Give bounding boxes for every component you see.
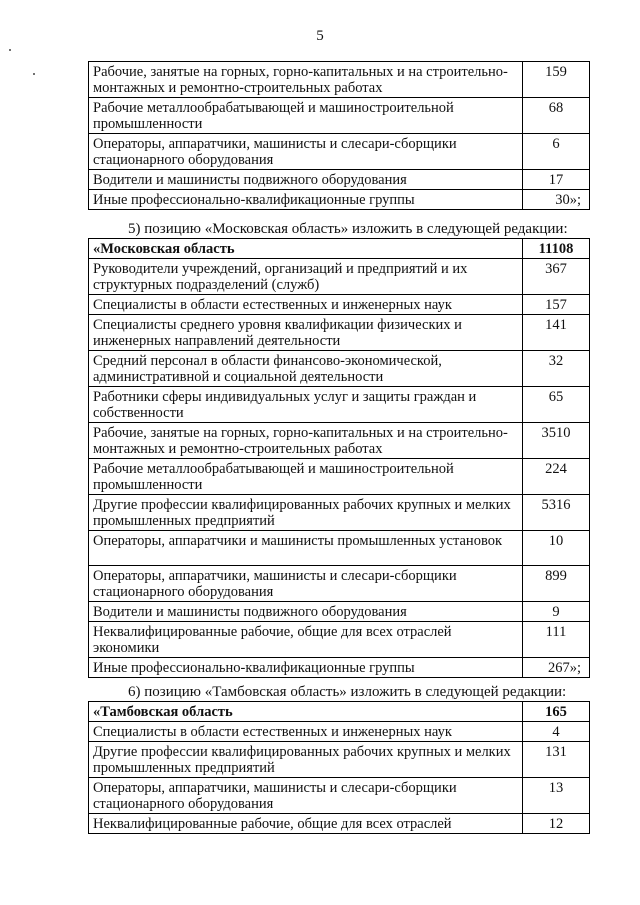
table-row — [89, 387, 590, 423]
table-tambov-region — [88, 701, 590, 834]
row-value: 9 — [523, 602, 590, 622]
scan-speck — [9, 49, 11, 51]
row-label: Другие профессии квалифицированных рабочих крупных и мелких промышленных предприятий — [89, 495, 523, 531]
table-continuation — [88, 61, 590, 210]
table-row — [89, 295, 590, 315]
row-value: 111 — [523, 622, 590, 658]
table-row — [89, 259, 590, 295]
row-value: 4 — [523, 722, 590, 742]
row-value: 12 — [523, 814, 590, 834]
table-row — [89, 566, 590, 602]
region-total: 11108 — [523, 239, 590, 259]
table-row — [89, 531, 590, 566]
table-row — [89, 423, 590, 459]
row-label: Водители и машинисты подвижного оборудования — [89, 170, 523, 190]
row-label: Неквалифицированные рабочие, общие для всех отраслей экономики — [89, 622, 523, 658]
row-label: Иные профессионально-квалификационные группы — [89, 658, 523, 678]
row-value: 131 — [523, 742, 590, 778]
row-label: Работники сферы индивидуальных услуг и защиты граждан и собственности — [89, 387, 523, 423]
row-label: Неквалифицированные рабочие, общие для всех отраслей — [89, 814, 523, 834]
table-row — [89, 351, 590, 387]
table-row — [89, 658, 590, 678]
row-label: Специалисты в области естественных и инженерных наук — [89, 295, 523, 315]
table-row — [89, 459, 590, 495]
row-value: 30»; — [523, 190, 590, 210]
table-row — [89, 495, 590, 531]
row-label: Руководители учреждений, организаций и предприятий и их структурных подразделений (служб) — [89, 259, 523, 295]
row-label: Операторы, аппаратчики, машинисты и слесари-сборщики стационарного оборудования — [89, 134, 523, 170]
row-label: Средний персонал в области финансово-экономической, административной и социальной деятельности — [89, 351, 523, 387]
row-value: 32 — [523, 351, 590, 387]
row-value: 159 — [523, 62, 590, 98]
table-row — [89, 190, 590, 210]
row-label: Специалисты в области естественных и инженерных наук — [89, 722, 523, 742]
row-value: 5316 — [523, 495, 590, 531]
table-header-row — [89, 702, 590, 722]
row-label: Рабочие металлообрабатывающей и машиностроительной промышленности — [89, 459, 523, 495]
page-number: 5 — [316, 28, 324, 44]
table-row — [89, 62, 590, 98]
row-value: 65 — [523, 387, 590, 423]
row-label: Водители и машинисты подвижного оборудования — [89, 602, 523, 622]
row-value: 157 — [523, 295, 590, 315]
row-value: 13 — [523, 778, 590, 814]
table-row — [89, 742, 590, 778]
row-label: Операторы, аппаратчики и машинисты промышленных установок — [89, 531, 523, 566]
row-value: 10 — [523, 531, 590, 566]
row-label: Операторы, аппаратчики, машинисты и слесари-сборщики стационарного оборудования — [89, 778, 523, 814]
row-value: 3510 — [523, 423, 590, 459]
table-row — [89, 814, 590, 834]
row-label: Рабочие, занятые на горных, горно-капитальных и на строительно-монтажных и ремонтно-строительных работах — [89, 423, 523, 459]
row-label: Рабочие металлообрабатывающей и машиностроительной промышленности — [89, 98, 523, 134]
row-label: Иные профессионально-квалификационные группы — [89, 190, 523, 210]
table-header-row — [89, 239, 590, 259]
table-row — [89, 134, 590, 170]
row-value: 367 — [523, 259, 590, 295]
table-row — [89, 722, 590, 742]
row-value: 267»; — [523, 658, 590, 678]
row-label: Специалисты среднего уровня квалификации физических и инженерных направлений деятельности — [89, 315, 523, 351]
row-label: Другие профессии квалифицированных рабочих крупных и мелких промышленных предприятий — [89, 742, 523, 778]
table-row — [89, 315, 590, 351]
region-total: 165 — [523, 702, 590, 722]
scan-speck — [33, 73, 35, 75]
table-row — [89, 98, 590, 134]
row-value: 68 — [523, 98, 590, 134]
row-value: 17 — [523, 170, 590, 190]
row-value: 141 — [523, 315, 590, 351]
table-row — [89, 622, 590, 658]
table-row — [89, 170, 590, 190]
row-value: 224 — [523, 459, 590, 495]
region-name: «Московская область — [89, 239, 523, 259]
row-label: Рабочие, занятые на горных, горно-капитальных и на строительно-монтажных и ремонтно-строительных работах — [89, 62, 523, 98]
row-value: 6 — [523, 134, 590, 170]
row-value: 899 — [523, 566, 590, 602]
table-moscow-region — [88, 238, 590, 678]
table-row — [89, 602, 590, 622]
paragraph-tambov: 6) позицию «Тамбовская область» изложить в следующей редакции: — [128, 684, 567, 700]
row-label: Операторы, аппаратчики, машинисты и слесари-сборщики стационарного оборудования — [89, 566, 523, 602]
table-row — [89, 778, 590, 814]
paragraph-moscow: 5) позицию «Московская область» изложить в следующей редакции: — [128, 221, 568, 237]
region-name: «Тамбовская область — [89, 702, 523, 722]
